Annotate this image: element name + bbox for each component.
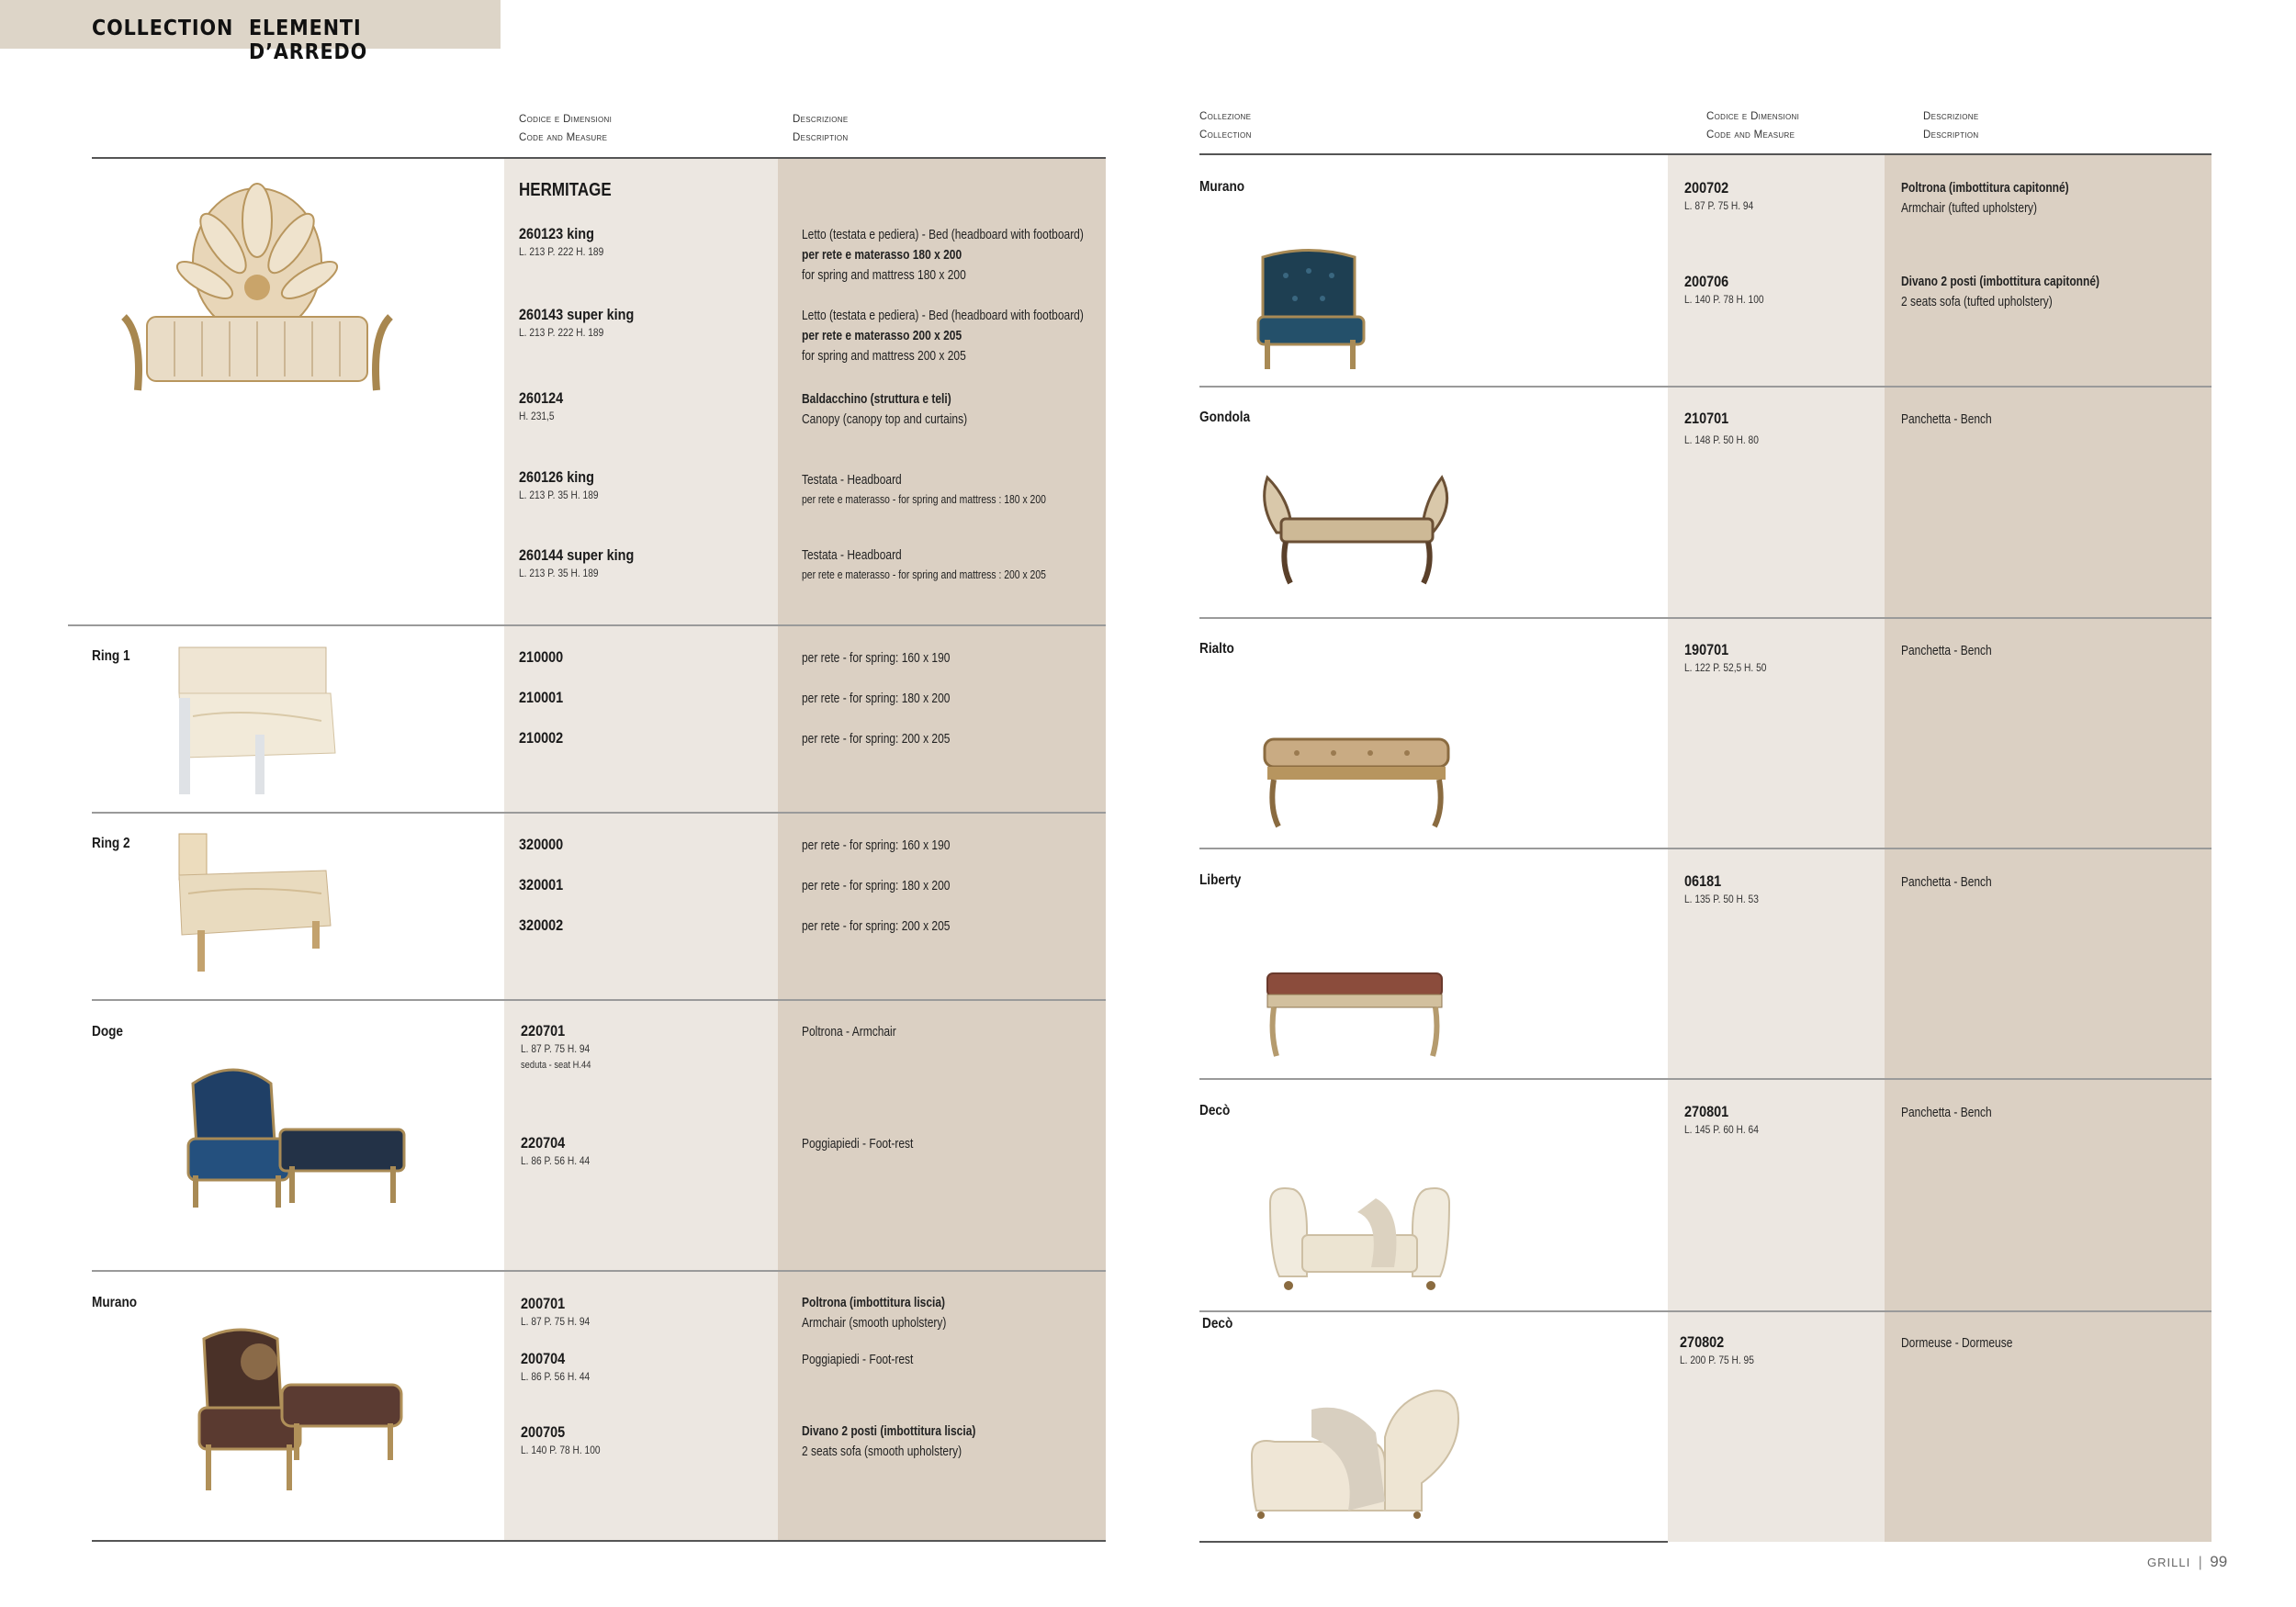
murano-left-item-2: 200704 L. 86 P. 56 H. 44 [521, 1350, 591, 1383]
right-bottom-rule [1199, 1541, 1668, 1543]
murano-right-name: Murano [1199, 179, 1245, 195]
hermitage-title: HERMITAGE [519, 180, 612, 200]
murano-right-item-1: 200702 L. 87 P. 75 H. 94 [1684, 179, 1754, 212]
header-collection: COLLECTION [92, 17, 234, 40]
deco1-name: Decò [1199, 1103, 1231, 1118]
row-divider [68, 624, 1106, 626]
ring2-codes: 320000 320001 320002 [519, 836, 564, 934]
hermitage-row-4: 260126 king L. 213 P. 35 H. 189 [519, 468, 599, 501]
row-divider [1199, 386, 2212, 388]
murano-right-item-1-desc: Poltrona (imbottitura capitonné) Armchair (tufted upholstery) [1901, 180, 2069, 216]
murano-left-item-2-desc: Poggiapiedi - Foot-rest [802, 1352, 914, 1367]
deco-dormeuse-image [1247, 1382, 1468, 1520]
doge-armchair-image [179, 1056, 418, 1221]
deco2-item: 270802 L. 200 P. 75 H. 95 [1680, 1333, 1754, 1366]
ring2-descs: per rete - for spring: 160 x 190 per rete - for spring: 180 x 200 per rete - for spring: 200 x 205 [802, 837, 951, 934]
right-header-rule [1199, 153, 2212, 155]
ring1-codes: 210000 210001 210002 [519, 648, 564, 747]
hermitage-row-1: 260123 king L. 213 P. 222 H. 189 [519, 225, 604, 258]
liberty-name: Liberty [1199, 872, 1242, 888]
hermitage-row-5: 260144 super king L. 213 P. 35 H. 189 [519, 546, 635, 579]
murano-armchair-image [195, 1320, 411, 1504]
murano-tufted-armchair-image [1254, 248, 1368, 372]
hermitage-row-2: 260143 super king L. 213 P. 222 H. 189 [519, 306, 635, 339]
right-desc-header: Descrizione Description [1923, 111, 1979, 140]
rialto-item: 190701 L. 122 P. 52,5 H. 50 [1684, 641, 1767, 674]
deco1-desc: Panchetta - Bench [1901, 1105, 1992, 1120]
liberty-bench-image [1263, 969, 1446, 1061]
hermitage-row-1-desc: Letto (testata e pediera) - Bed (headboard with footboard) per rete e materasso 180 x 200 for spring and mattress 180 x 200 [802, 227, 1084, 283]
murano-left-item-1: 200701 L. 87 P. 75 H. 94 [521, 1295, 591, 1328]
gondola-desc: Panchetta - Bench [1901, 411, 1992, 427]
murano-left-name: Murano [92, 1295, 138, 1310]
row-divider [1199, 617, 2212, 619]
ring2-name: Ring 2 [92, 836, 130, 851]
gondola-bench-image [1258, 468, 1456, 588]
hermitage-row-4-desc: Testata - Headboard per rete e materasso - for spring and mattress : 180 x 200 [802, 472, 1046, 506]
hermitage-bed-image [115, 179, 400, 399]
murano-left-item-1-desc: Poltrona (imbottitura liscia) Armchair (smooth upholstery) [802, 1295, 947, 1331]
doge-name: Doge [92, 1024, 123, 1039]
header-subtitle: ELEMENTI D’ARREDO [249, 17, 368, 64]
deco-bench-image [1266, 1185, 1454, 1295]
murano-left-item-3-desc: Divano 2 posti (imbottitura liscia) 2 seats sofa (smooth upholstery) [802, 1423, 976, 1459]
row-divider [1199, 1310, 2212, 1312]
ring2-bed-image [174, 829, 335, 976]
murano-right-item-2-desc: Divano 2 posti (imbottitura capitonné) 2 seats sofa (tufted upholstery) [1901, 274, 2100, 309]
murano-left-item-3: 200705 L. 140 P. 78 H. 100 [521, 1423, 601, 1456]
ring1-descs: per rete - for spring: 160 x 190 per rete - for spring: 180 x 200 per rete - for spring: 200 x 205 [802, 650, 951, 747]
deco2-name: Decò [1202, 1316, 1233, 1332]
doge-item-2-desc: Poggiapiedi - Foot-rest [802, 1136, 914, 1152]
left-desc-header: Descrizione Description [793, 114, 849, 143]
gondola-item: 210701 L. 148 P. 50 H. 80 [1684, 410, 1759, 446]
left-code-header: Codice e Dimensioni Code and Measure [519, 114, 613, 143]
left-header-rule [92, 157, 1106, 159]
footer-page-number: 99 [2210, 1553, 2228, 1570]
deco2-desc: Dormeuse - Dormeuse [1901, 1335, 2013, 1351]
right-collection-header: Collezione Collection [1199, 111, 1252, 140]
doge-item-1-desc: Poltrona - Armchair [802, 1024, 896, 1039]
hermitage-row-5-desc: Testata - Headboard per rete e materasso - for spring and mattress : 200 x 205 [802, 547, 1046, 581]
hermitage-row-2-desc: Letto (testata e pediera) - Bed (headboard with footboard) per rete e materasso 200 x 205 for spring and mattress 200 x 205 [802, 308, 1084, 364]
left-bottom-rule [92, 1540, 1106, 1542]
page-footer [2147, 1553, 2227, 1571]
footer-separator: | [2198, 1555, 2202, 1570]
ring1-name: Ring 1 [92, 648, 130, 664]
footer-brand: GRILLI [2147, 1556, 2191, 1569]
right-code-header: Codice e Dimensioni Code and Measure [1706, 111, 1800, 140]
rialto-bench-image [1260, 730, 1453, 831]
row-divider [1199, 1078, 2212, 1080]
deco1-item: 270801 L. 145 P. 60 H. 64 [1684, 1103, 1759, 1136]
doge-item-2: 220704 L. 86 P. 56 H. 44 [521, 1134, 591, 1167]
row-divider [92, 1270, 1106, 1272]
rialto-name: Rialto [1199, 641, 1234, 657]
doge-item-1: 220701 L. 87 P. 75 H. 94 seduta - seat H.44 [521, 1022, 591, 1071]
hermitage-row-3-desc: Baldacchino (struttura e teli) Canopy (canopy top and curtains) [802, 391, 968, 427]
row-divider [92, 812, 1106, 814]
murano-right-item-2: 200706 L. 140 P. 78 H. 100 [1684, 273, 1764, 306]
header-tab [0, 0, 501, 64]
rialto-desc: Panchetta - Bench [1901, 643, 1992, 658]
row-divider [92, 999, 1106, 1001]
gondola-name: Gondola [1199, 410, 1251, 425]
liberty-item: 06181 L. 135 P. 50 H. 53 [1684, 872, 1759, 905]
hermitage-row-3: 260124 H. 231,5 [519, 389, 564, 422]
liberty-desc: Panchetta - Bench [1901, 874, 1992, 890]
row-divider [1199, 848, 2212, 849]
ring1-bed-image [174, 643, 340, 799]
